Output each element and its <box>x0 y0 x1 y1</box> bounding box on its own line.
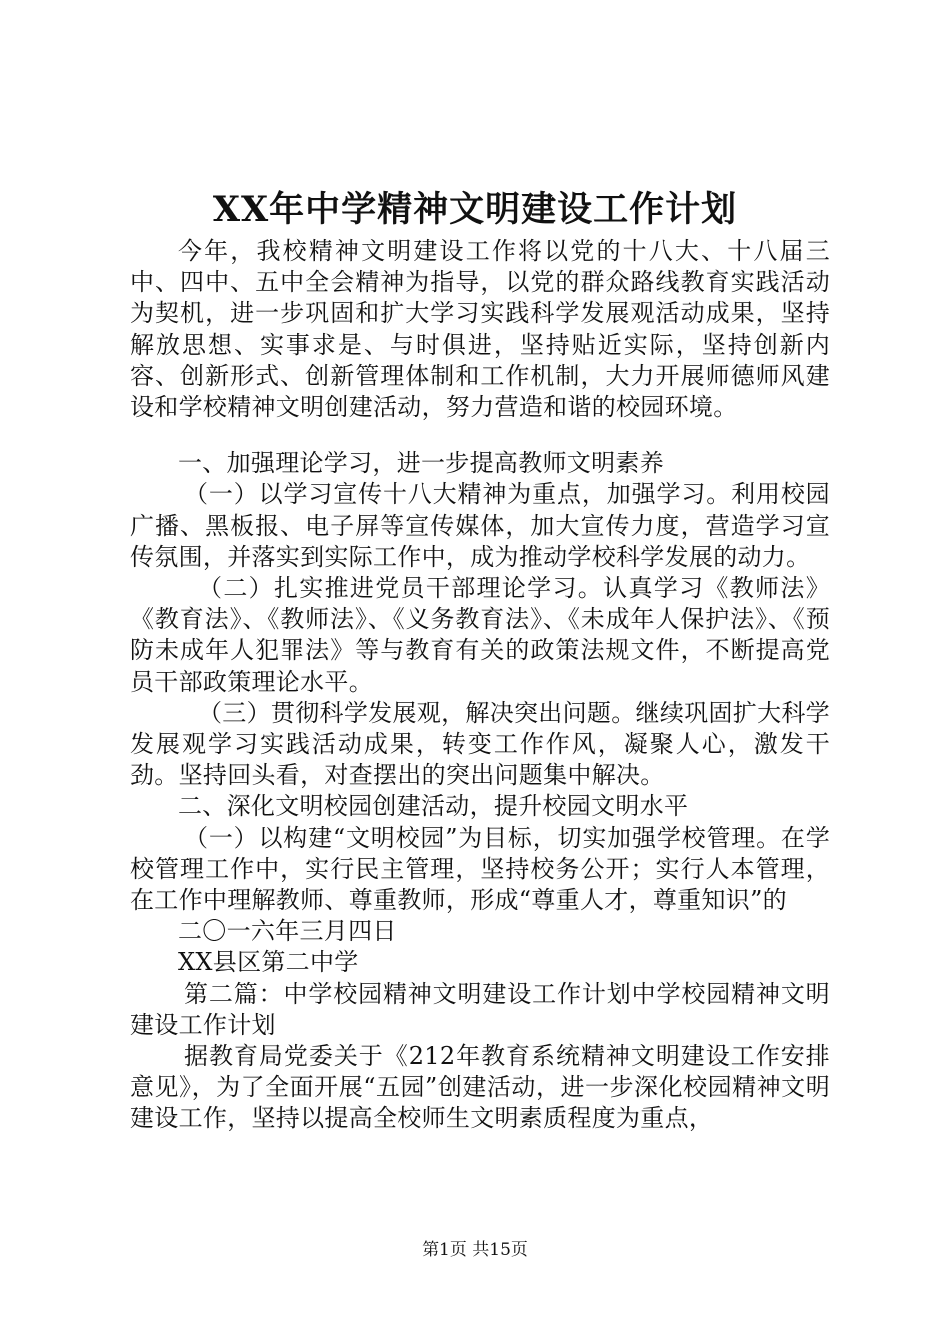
signature-date: 二〇一六年三月四日 <box>178 917 397 946</box>
section-2-item-1: （一）以构建“文明校园”为目标，切实加强学校管理。在学校管理工作中，实行民主管理，坚持校务公开；实行人本管理，在工作中理解教师、尊重教师，形成“尊重人才，尊重知识”的 <box>130 823 830 915</box>
section-1-item-1: （一）以学习宣传十八大精神为重点，加强学习。利用校园广播、黑板报、电子屏等宣传媒体，加大宣传力度，营造学习宣传氛围，并落实到实际工作中，成为推动学校科学发展的动力。 <box>130 480 830 571</box>
section-heading-2: 二、深化文明校园创建活动，提升校园文明水平 <box>178 792 689 821</box>
chapter-two-heading: 第二篇：中学校园精神文明建设工作计划中学校园精神文明建设工作计划 <box>130 979 830 1039</box>
chapter-two-paragraph: 据教育局党委关于《212年教育系统精神文明建设工作安排意见》，为了全面开展“五园”创建活动，进一步深化校园精神文明建设工作，坚持以提高全校师生文明素质程度为重点， <box>130 1042 830 1133</box>
intro-paragraph: 今年，我校精神文明建设工作将以党的十八大、十八届三中、四中、五中全会精神为指导，以党的群众路线教育实践活动为契机，进一步巩固和扩大学习实践科学发展观活动成果，坚持解放思想、实事求是、与时俱进，坚持贴近实际，坚持创新内容、创新形式、创新管理体制和工作机制，大力开展师德师风建设和学校精神文明创建活动，努力营造和谐的校园环境。 <box>130 237 830 422</box>
section-1-item-2: （二）扎实推进党员干部理论学习。认真学习《教师法》《教育法》、《教师法》、《义务教育法》、《未成年人保护法》、《预防未成年人犯罪法》等与教育有关的政策法规文件，不断提高党员干部政策理论水平。 <box>130 574 830 696</box>
signature-school: XX县区第二中学 <box>178 948 359 977</box>
page-footer: 第1页 共15页 <box>422 1240 528 1260</box>
section-heading-1: 一、加强理论学习，进一步提高教师文明素养 <box>178 449 664 478</box>
document-title: XX年中学精神文明建设工作计划 <box>212 189 738 230</box>
section-1-item-3: （三）贯彻科学发展观，解决突出问题。继续巩固扩大科学发展观学习实践活动成果，转变工作作风，凝聚人心，激发干劲。坚持回头看，对查摆出的突出问题集中解决。 <box>130 698 830 790</box>
document-body <box>130 236 830 1135</box>
